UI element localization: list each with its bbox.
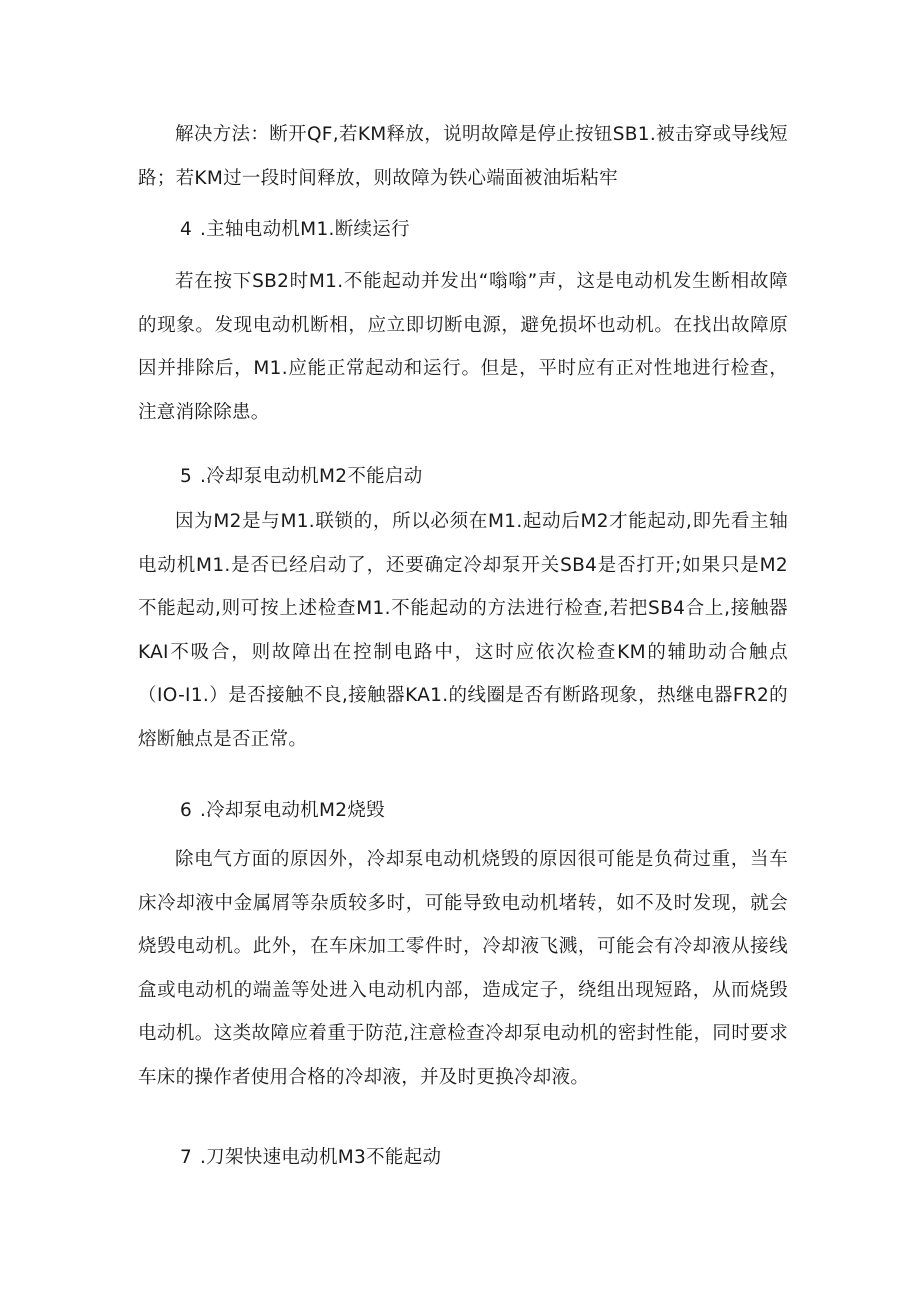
paragraph-m2-burnout: 除电气方面的原因外，冷却泵电动机烧毁的原因很可能是负荷过重，当车床冷却液中金属屑等杂质较多时，可能导致电动机堵转，如不及时发现，就会烧毁电动机。此外，在车床加工零件时，冷却液飞溅，可能会有冷却液从接线盒或电动机的端盖等处进入电动机内部，造成定子，绕组出现短路，从而烧毁电动机。这类故障应着重于防范,注意检查冷却泵电动机的密封性能，同时要求车床的操作者使用合格的冷却液，并及时更换冷却液。 (138, 849, 788, 1088)
section-number: 6 (180, 800, 193, 821)
section-title: .冷却泵电动机M2不能启动 (200, 466, 423, 487)
section-number: 5 (180, 466, 193, 487)
section-heading-7 (180, 1136, 441, 1180)
section-heading-4 (180, 208, 410, 252)
section-title: .刀架快速电动机M3不能起动 (200, 1147, 442, 1168)
section-heading-6 (180, 789, 385, 833)
section-title: .主轴电动机M1.断续运行 (200, 219, 410, 240)
section-number: 4 (180, 219, 193, 240)
paragraph-m2-no-start: 因为M2是与M1.联锁的，所以必须在M1.起动后M2才能起动,即先看主轴电动机M1.是否已经启动了，还要确定冷却泵开关SB4是否打开;如果只是M2不能起动,则可按上述检查M1.不能起动的方法进行检查,若把SB4合上,接触器KAI不吸合，则故障出在控制电路中，这时应依次检查KM的辅助动合触点（IO-I1.）是否接触不良,接触器KA1.的线圈是否有断路现象，热继电器FR2的熔断触点是否正常。 (138, 511, 788, 750)
paragraph-m1-intermittent: 若在按下SB2时M1.不能起动并发出“嗡嗡”声，这是电动机发生断相故障的现象。发现电动机断相，应立即切断电源，避免损坏也动机。在找出故障原因并排除后，M1.应能正常起动和运行。但是，平时应有正对性地进行检查，注意消除除患。 (138, 271, 788, 423)
paragraph-solution: 解决方法：断开QF,若KM释放，说明故障是停止按钮SB1.被击穿或导线短路；若KM过一段时间释放，则故障为铁心端面被油垢粘牢 (138, 124, 788, 189)
section-number: 7 (180, 1147, 193, 1168)
section-heading-5 (180, 455, 423, 499)
section-title: .冷却泵电动机M2烧毁 (200, 800, 385, 821)
